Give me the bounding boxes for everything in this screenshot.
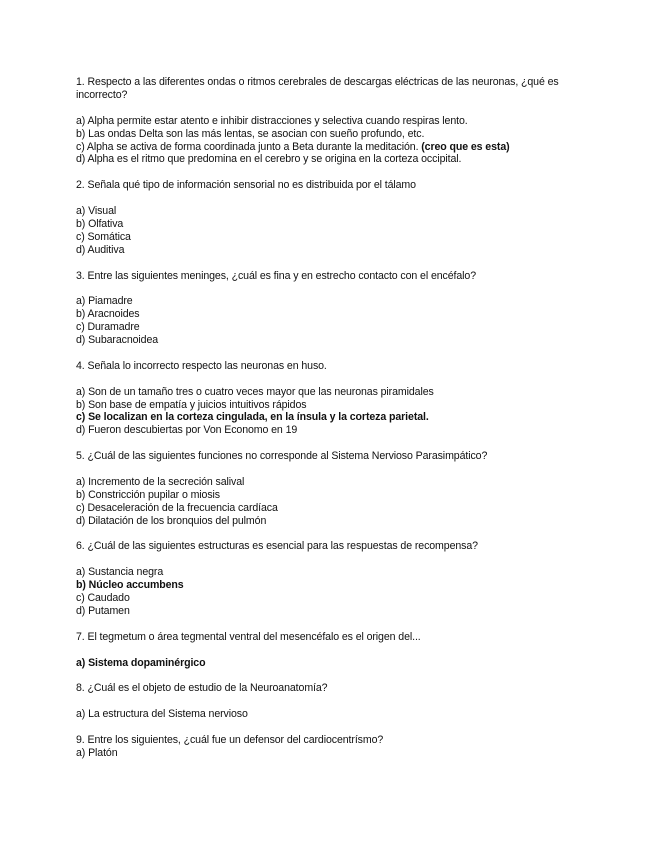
option-text: c) Alpha se activa de forma coordinada junto a Beta durante la meditación. xyxy=(76,140,419,153)
question-block xyxy=(76,682,576,721)
question-block xyxy=(76,540,576,617)
question-text: 4. Señala lo incorrecto respecto las neuronas en huso. xyxy=(76,359,327,372)
question-block xyxy=(76,360,576,437)
question-block xyxy=(76,270,576,347)
answer-note: (creo que es esta) xyxy=(421,140,510,153)
document-page xyxy=(76,76,576,760)
option-item: d) Fueron descubiertas por Von Economo en 19 xyxy=(76,424,298,437)
option-item: a) Visual xyxy=(76,205,117,218)
options-list xyxy=(76,476,576,528)
option-item-selected: a) Sistema dopaminérgico xyxy=(76,656,206,669)
option-item xyxy=(76,128,576,141)
options-list xyxy=(76,708,576,721)
option-item: c) Somática xyxy=(76,230,131,243)
question-text: 9. Entre los siguientes, ¿cuál fue un defensor del cardiocentrísmo? xyxy=(76,733,384,746)
option-item: b) Aracnoides xyxy=(76,308,140,321)
question-block xyxy=(76,76,576,166)
question-text: 1. Respecto a las diferentes ondas o ritmos cerebrales de descargas eléctricas de las neuronas, ¿qué es incorrecto? xyxy=(76,76,559,101)
question-block xyxy=(76,179,576,256)
option-item: d) Auditiva xyxy=(76,243,125,256)
question-text: 5. ¿Cuál de las siguientes funciones no corresponde al Sistema Nervioso Parasimpático? xyxy=(76,450,488,463)
question-text: 6. ¿Cuál de las siguientes estructuras es esencial para las respuestas de recompensa? xyxy=(76,540,478,553)
option-item: a) Son de un tamaño tres o cuatro veces mayor que las neuronas piramidales xyxy=(76,385,434,398)
option-item: a) Incremento de la secreción salival xyxy=(76,475,245,488)
option-text: b) Las ondas Delta son las más lentas, se asocian con sueño profundo, etc. xyxy=(76,127,425,140)
question-text: 2. Señala qué tipo de información sensorial no es distribuida por el tálamo xyxy=(76,179,416,192)
option-item: b) Constricción pupilar o miosis xyxy=(76,488,220,501)
options-list xyxy=(76,205,576,257)
option-item: c) Desaceleración de la frecuencia cardíaca xyxy=(76,501,278,514)
options-list xyxy=(76,295,576,347)
option-item xyxy=(76,153,576,166)
option-item: c) Caudado xyxy=(76,592,130,605)
options-list xyxy=(76,566,576,618)
question-block xyxy=(76,734,576,760)
option-item xyxy=(76,115,576,128)
option-item: a) Piamadre xyxy=(76,295,133,308)
option-item-selected: c) Se localizan en la corteza cingulada, en la ínsula y la corteza parietal. xyxy=(76,411,429,424)
option-text: a) Alpha permite estar atento e inhibir distracciones y selectiva cuando respiras lento. xyxy=(76,114,468,127)
option-item: d) Subaracnoidea xyxy=(76,334,159,347)
question-block xyxy=(76,450,576,527)
question-block xyxy=(76,631,576,670)
option-item: d) Dilatación de los bronquios del pulmón xyxy=(76,514,267,527)
question-text: 3. Entre las siguientes meninges, ¿cuál es fina y en estrecho contacto con el encéfalo? xyxy=(76,269,476,282)
option-item: a) Platón xyxy=(76,746,118,759)
options-list xyxy=(76,657,576,670)
question-text: 8. ¿Cuál es el objeto de estudio de la Neuroanatomía? xyxy=(76,682,328,695)
option-text: d) Alpha es el ritmo que predomina en el cerebro y se origina en la corteza occipital. xyxy=(76,153,462,166)
option-item xyxy=(76,141,576,154)
option-item: b) Son base de empatía y juicios intuitivos rápidos xyxy=(76,398,307,411)
question-text: 7. El tegmetum o área tegmental ventral del mesencéfalo es el origen del... xyxy=(76,630,421,643)
option-item: b) Olfativa xyxy=(76,217,124,230)
option-item: c) Duramadre xyxy=(76,321,140,334)
option-item: a) La estructura del Sistema nervioso xyxy=(76,708,248,721)
options-list xyxy=(76,386,576,438)
options-list xyxy=(76,115,576,167)
option-item: a) Sustancia negra xyxy=(76,566,164,579)
options-list xyxy=(76,747,576,760)
option-item: d) Putamen xyxy=(76,604,130,617)
option-item-selected: b) Núcleo accumbens xyxy=(76,579,184,592)
